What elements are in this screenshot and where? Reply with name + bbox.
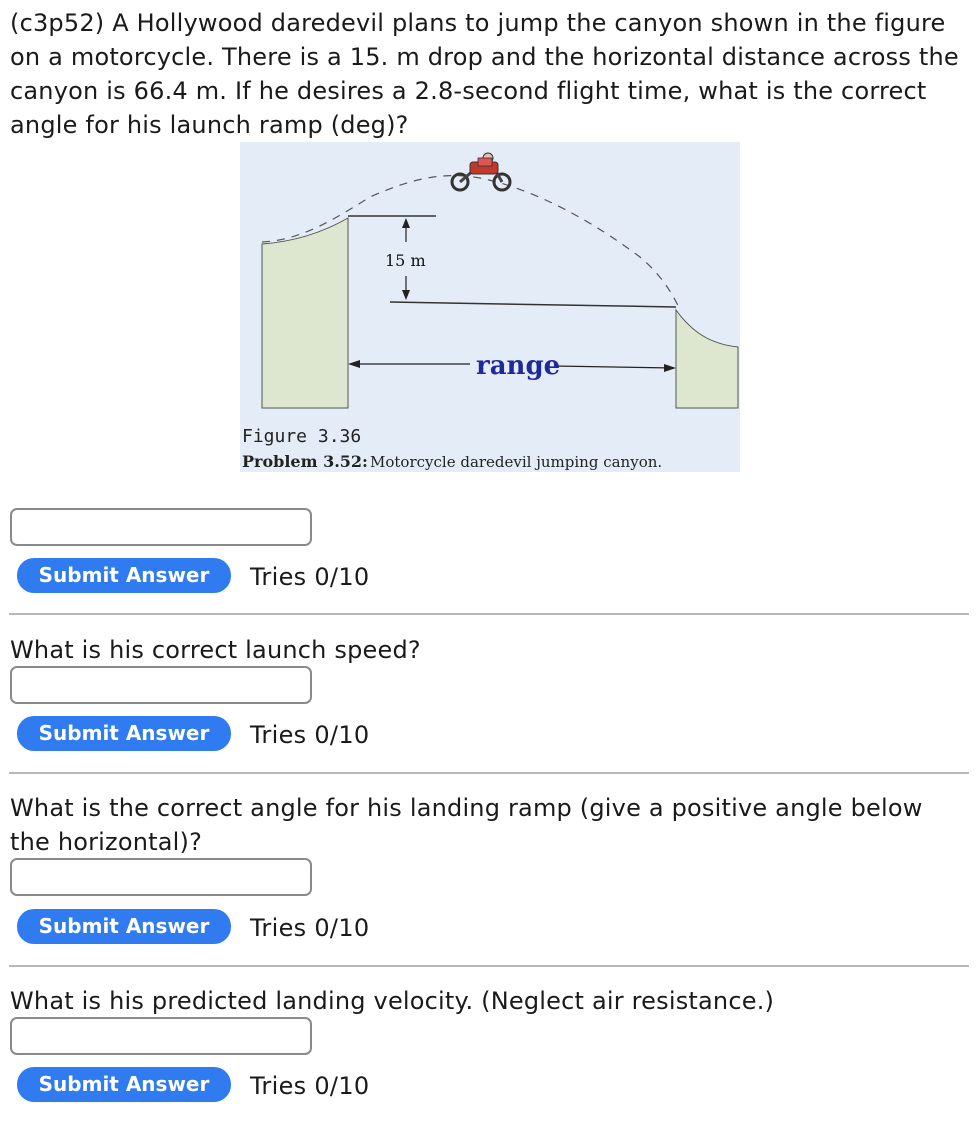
- landing-level-line: [390, 302, 676, 307]
- canyon-figure: [240, 142, 740, 472]
- answer-input-1[interactable]: [10, 508, 312, 546]
- submit-answer-button-4[interactable]: Submit Answer: [17, 1067, 231, 1102]
- question-divider-1: [9, 613, 969, 615]
- range-arrow-right: [554, 366, 674, 368]
- question-divider-3: [9, 965, 969, 967]
- submit-answer-button-2[interactable]: Submit Answer: [17, 716, 231, 751]
- question-2-text: What is his correct launch speed?: [10, 636, 421, 664]
- question-1-text: (c3p52) A Hollywood daredevil plans to jump the canyon shown in the figure on a motorcycle. There is a 15. m drop and the horizontal distance across the canyon is 66.4 m. If he desires a 2.8-second flight time, what is the correct angle for his launch ramp (deg)?: [10, 9, 959, 139]
- figure-caption-text: Motorcycle daredevil jumping canyon.: [370, 453, 663, 471]
- tries-counter-3: Tries 0/10: [250, 914, 370, 942]
- answer-input-4[interactable]: [10, 1017, 312, 1055]
- drop-label: 15 m: [385, 251, 426, 270]
- right-cliff: [676, 310, 738, 408]
- figure-caption-title: Figure 3.36: [242, 426, 362, 447]
- submit-answer-button-1[interactable]: Submit Answer: [17, 558, 231, 593]
- figure-caption-problem: Problem 3.52:: [242, 452, 368, 471]
- motorcycle-icon: [452, 153, 510, 190]
- answer-input-2[interactable]: [10, 666, 312, 704]
- answer-input-3[interactable]: [10, 858, 312, 896]
- submit-answer-button-3[interactable]: Submit Answer: [17, 909, 231, 944]
- question-3-text: What is the correct angle for his landing ramp (give a positive angle below the horizontal)?: [10, 794, 923, 856]
- tries-counter-2: Tries 0/10: [250, 721, 370, 749]
- tries-counter-1: Tries 0/10: [250, 563, 370, 591]
- left-cliff: [262, 218, 348, 408]
- tries-counter-4: Tries 0/10: [250, 1072, 370, 1100]
- range-label: range: [476, 351, 561, 381]
- question-divider-2: [9, 772, 969, 774]
- question-4-text: What is his predicted landing velocity. (Neglect air resistance.): [10, 987, 775, 1015]
